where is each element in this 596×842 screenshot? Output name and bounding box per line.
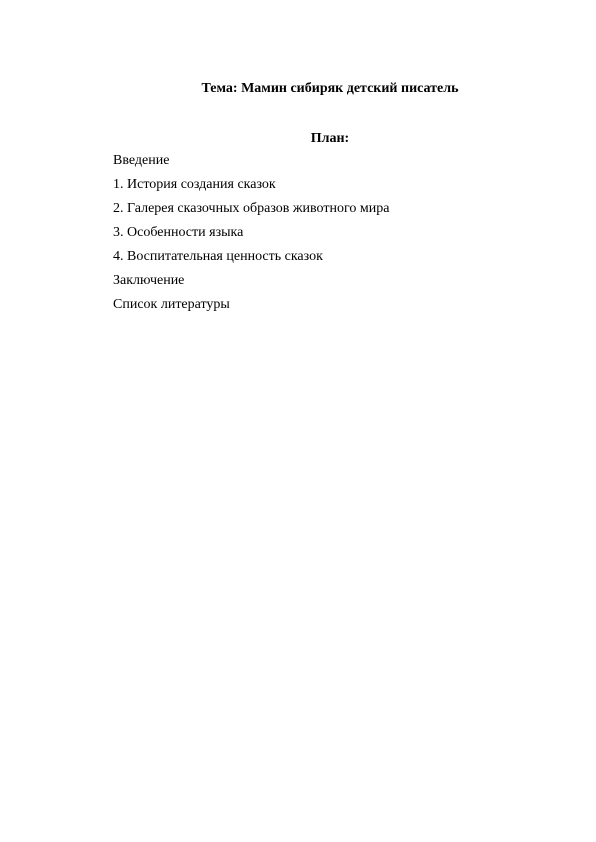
toc-item-3: 3. Особенности языка [113,225,244,240]
table-of-contents [113,152,389,320]
document-title: Тема: Мамин сибиряк детский писатель [201,81,459,96]
toc-item-2: 2. Галерея сказочных образов животного мира [113,201,390,216]
toc-item-references: Список литературы [113,297,230,312]
toc-item-4: 4. Воспитательная ценность сказок [113,249,323,264]
toc-item-1: 1. История создания сказок [113,177,276,192]
toc-item-conclusion: Заключение [113,273,185,288]
toc-item-introduction: Введение [113,153,170,168]
plan-heading: План: [310,131,350,146]
